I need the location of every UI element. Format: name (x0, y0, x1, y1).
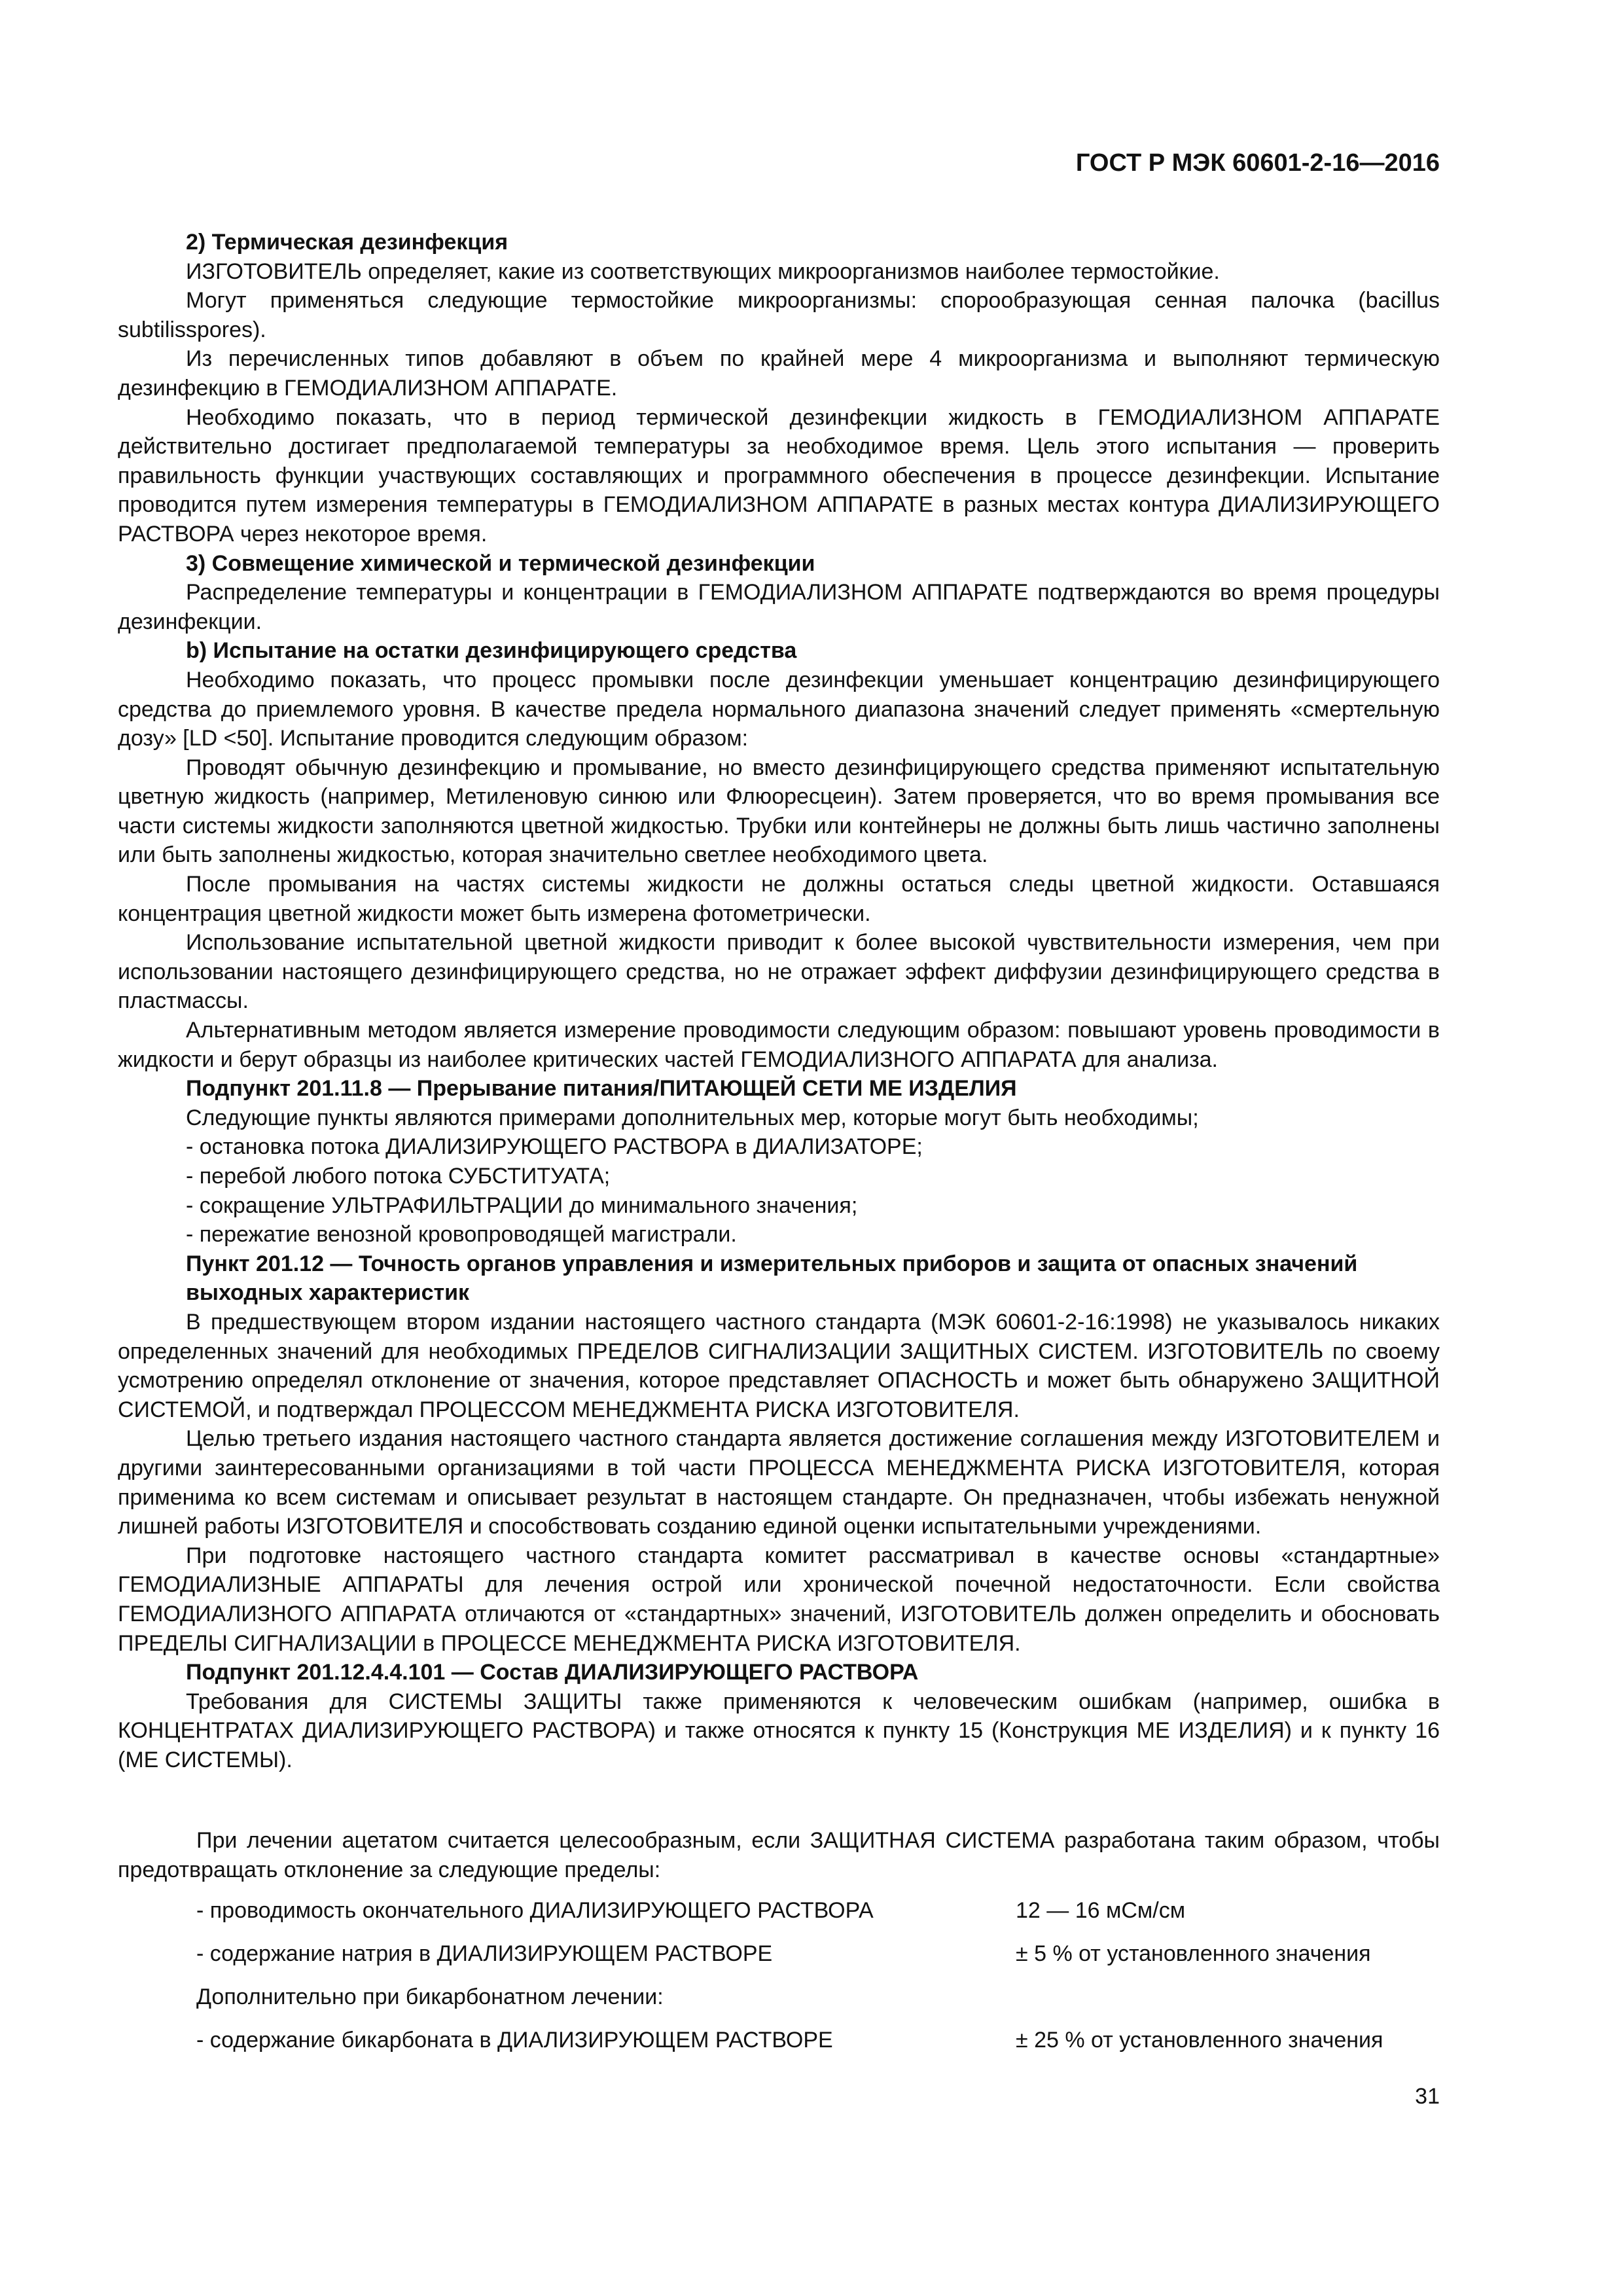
limit-label: - содержание бикарбоната в ДИАЛИЗИРУЮЩЕМ РАСТВОРЕ (196, 2028, 833, 2053)
standard-header: ГОСТ Р МЭК 60601-2-16—2016 (1075, 149, 1440, 177)
section-heading: 3) Совмещение химической и термической дезинфекции (186, 550, 815, 576)
section-heading: 2) Термическая дезинфекция (186, 230, 508, 255)
paragraph: Целью третьего издания настоящего частного стандарта является достижение соглашения между ИЗГОТОВИТЕЛЕМ и другими заинтересованными организациями в той части ПРОЦЕССА МЕНЕДЖМЕНТА РИСКА ИЗГОТОВИТЕЛЯ, которая применима ко всем системам и описывает результат в настоящем стандарте. Он предназначен, чтобы избежать ненужной лишней работы ИЗГОТОВИТЕЛЯ и способствовать созданию единой оценки испытательными учреждениями. (118, 1426, 1440, 1539)
paragraph: Проводят обычную дезинфекцию и промывание, но вместо дезинфицирующего средства применяют испытательную цветную жидкость (например, Метиленовую синюю или Флюоресцеин). Затем проверяется, что во время промывания все части системы жидкости заполняются цветной жидкостью. Трубки или контейнеры не должны быть лишь частично заполнены или быть заполнены жидкостью, которая значительно светлее необходимого цвета. (118, 755, 1440, 868)
list-item: - остановка потока ДИАЛИЗИРУЮЩЕГО РАСТВОРА в ДИАЛИЗАТОРЕ; (186, 1134, 923, 1160)
acetate-intro: При лечении ацетатом считается целесообразным, если ЗАЩИТНАЯ СИСТЕМА разработана таким образом, чтобы предотвращать отклонение за следующие пределы: (118, 1828, 1440, 1882)
section-heading: Пункт 201.12 — Точность органов управления и измерительных приборов и защита от опасных значений выходных характеристик (186, 1251, 1358, 1306)
limit-label: - проводимость окончательного ДИАЛИЗИРУЮЩЕГО РАСТВОРА (196, 1898, 874, 1923)
list-item: - сокращение УЛЬТРАФИЛЬТРАЦИИ до минимального значения; (186, 1193, 858, 1218)
paragraph: Необходимо показать, что в период термической дезинфекции жидкость в ГЕМОДИАЛИЗНОМ АППАРАТЕ действительно достигает предполагаемой температуры за необходимое время. Цель этого испытания — проверить правильность функции участвующих составляющих и программного обеспечения в процессе дезинфекции. Испытание проводится путем измерения температуры в ГЕМОДИАЛИЗНОМ АППАРАТЕ в разных местах контура ДИАЛИЗИРУЮЩЕГО РАСТВОРА через некоторое время. (118, 404, 1440, 547)
limit-row (196, 2028, 1440, 2056)
limit-value: ± 5 % от установленного значения (1016, 1941, 1371, 1966)
limit-row (196, 1984, 1440, 2013)
paragraph: Могут применяться следующие термостойкие микроорганизмы: спорообразующая сенная палочка (bacillus subtilisspores). (118, 288, 1440, 342)
limit-row (196, 1898, 1440, 1927)
paragraph: При подготовке настоящего частного стандарта комитет рассматривал в качестве основы «стандартные» ГЕМОДИАЛИЗНЫЕ АППАРАТЫ для лечения острой или хронической почечной недостаточности. Если свойства ГЕМОДИАЛИЗНОГО АППАРАТА отличаются от «стандартных» значений, ИЗГОТОВИТЕЛЬ должен определить и обосновать ПРЕДЕЛЫ СИГНАЛИЗАЦИИ в ПРОЦЕССЕ МЕНЕДЖМЕНТА РИСКА ИЗГОТОВИТЕЛЯ. (118, 1543, 1440, 1656)
paragraph: Требования для СИСТЕМЫ ЗАЩИТЫ также применяются к человеческим ошибкам (например, ошибка в КОНЦЕНТРАТАХ ДИАЛИЗИРУЮЩЕГО РАСТВОРА) и также относятся к пункту 15 (Конструкция МЕ ИЗДЕЛИЯ) и к пункту 16 (МЕ СИСТЕМЫ). (118, 1689, 1440, 1772)
limit-value: ± 25 % от установленного значения (1016, 2028, 1383, 2053)
limit-label: - содержание натрия в ДИАЛИЗИРУЮЩЕМ РАСТВОРЕ (196, 1941, 773, 1966)
paragraph: ИЗГОТОВИТЕЛЬ определяет, какие из соответствующих микроорганизмов наиболее термостойкие. (186, 259, 1220, 284)
limit-label: Дополнительно при бикарбонатном лечении: (196, 1984, 664, 2009)
list-item: - перебой любого потока СУБСТИТУАТА; (186, 1164, 611, 1189)
paragraph: Из перечисленных типов добавляют в объем по крайней мере 4 микроорганизма и выполняют термическую дезинфекцию в ГЕМОДИАЛИЗНОМ АППАРАТЕ. (118, 346, 1440, 401)
paragraph: Использование испытательной цветной жидкости приводит к более высокой чувствительности измерения, чем при использовании настоящего дезинфицирующего средства, но не отражает эффект диффузии дезинфицирующего средства в пластмассы. (118, 930, 1440, 1014)
document-body (118, 228, 1440, 1774)
section-heading: Подпункт 201.12.4.4.101 — Состав ДИАЛИЗИРУЮЩЕГО РАСТВОРА (186, 1660, 919, 1685)
paragraph: После промывания на частях системы жидкости не должны остаться следы цветной жидкости. Оставшаяся концентрация цветной жидкости может быть измерена фотометрически. (118, 872, 1440, 926)
paragraph: Распределение температуры и концентрации в ГЕМОДИАЛИЗНОМ АППАРАТЕ подтверждаются во время процедуры дезинфекции. (118, 580, 1440, 634)
limit-row (196, 1941, 1440, 1970)
section-heading: Подпункт 201.11.8 — Прерывание питания/ПИТАЮЩЕЙ СЕТИ МЕ ИЗДЕЛИЯ (186, 1076, 1017, 1102)
paragraph: В предшествующем втором издании настоящего частного стандарта (МЭК 60601-2-16:1998) не указывалось никаких определенных значений для необходимых ПРЕДЕЛОВ СИГНАЛИЗАЦИИ ЗАЩИТНЫХ СИСТЕМ. ИЗГОТОВИТЕЛЬ по своему усмотрению определял отклонение от значения, которое представляет ОПАСНОСТЬ и может быть обнаружено ЗАЩИТНОЙ СИСТЕМОЙ, и подтверждал ПРОЦЕССОМ МЕНЕДЖМЕНТА РИСКА ИЗГОТОВИТЕЛЯ. (118, 1309, 1440, 1422)
limit-value: 12 — 16 мСм/см (1016, 1898, 1186, 1923)
acetate-section (118, 1826, 1440, 1885)
page-number: 31 (1415, 2084, 1440, 2109)
paragraph: Альтернативным методом является измерение проводимости следующим образом: повышают уровень проводимости в жидкости и берут образцы из наиболее критических частей ГЕМОДИАЛИЗНОГО АППАРАТА для анализа. (118, 1018, 1440, 1072)
paragraph: Необходимо показать, что процесс промывки после дезинфекции уменьшает концентрацию дезинфицирующего средства до приемлемого уровня. В качестве предела нормального диапазона значений следует применять «смертельную дозу» [LD <50]. Испытание проводится следующим образом: (118, 667, 1440, 751)
paragraph: Следующие пункты являются примерами дополнительных мер, которые могут быть необходимы; (186, 1105, 1199, 1130)
section-heading: b) Испытание на остатки дезинфицирующего средства (186, 638, 797, 664)
list-item: - пережатие венозной кровопроводящей магистрали. (186, 1222, 737, 1247)
